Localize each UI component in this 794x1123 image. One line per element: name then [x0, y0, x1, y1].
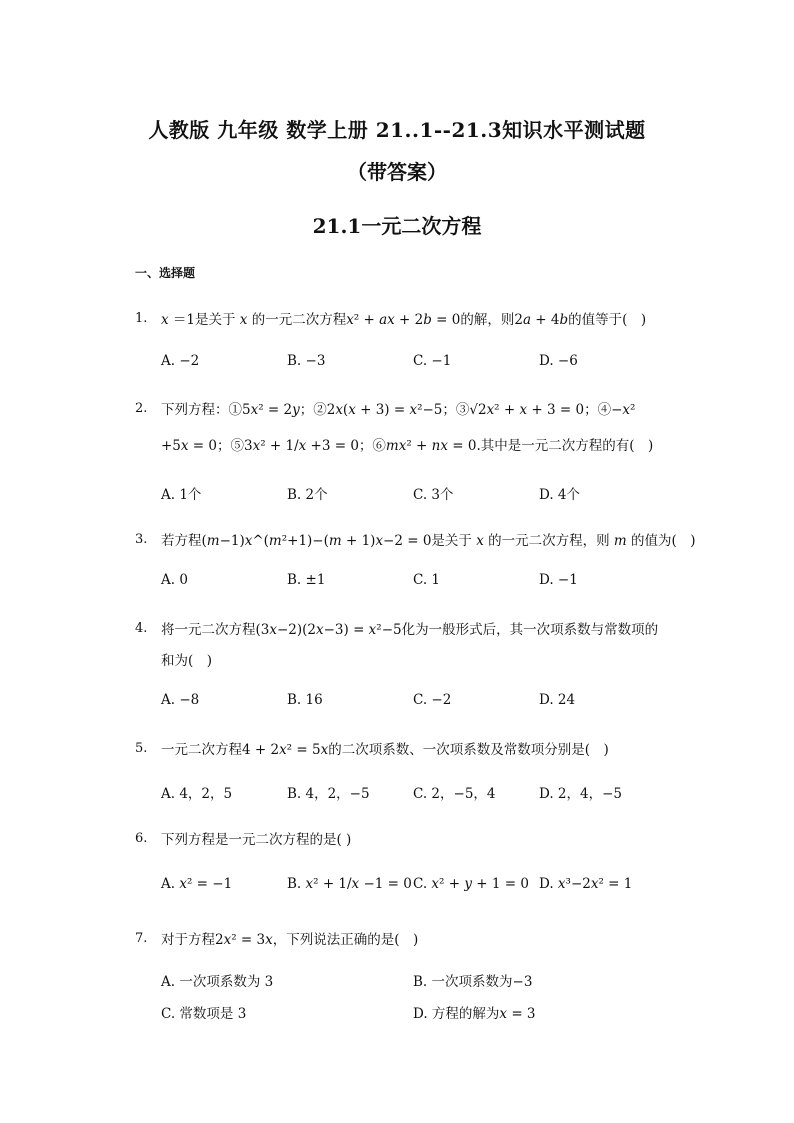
option-b: B. 𝑥² + 1/𝑥 −1 = 0	[287, 876, 412, 892]
option-d: D. 24	[539, 692, 576, 708]
question-text: 一元二次方程4 + 2𝑥² = 5𝑥的二次项系数、一次项系数及常数项分别是( )	[161, 742, 609, 758]
option-a: A. 4，2，5	[161, 786, 233, 802]
section-title: 21.1一元二次方程	[312, 214, 482, 238]
question-text: 若方程(𝑚−1)𝑥^(𝑚²+1)−(𝑚 + 1)𝑥−2 = 0是关于 𝑥 的一元二次方程，则 𝑚 的值为( )	[161, 533, 696, 549]
option-d: D. 𝑥³−2𝑥² = 1	[539, 876, 633, 892]
question-number: 5.	[135, 741, 148, 756]
question-text: 𝑥 ＝1是关于 𝑥 的一元二次方程𝑥² + 𝑎𝑥 + 2𝑏 = 0的解，则2𝑎 + 4𝑏的值等于( )	[161, 312, 647, 328]
question-number: 2.	[135, 401, 148, 416]
document-subtitle: （带答案）	[347, 160, 447, 184]
question-number: 1.	[135, 311, 148, 326]
question-text: 对于方程2𝑥² = 3𝑥，下列说法正确的是( )	[161, 932, 419, 948]
question-number: 3.	[135, 532, 148, 547]
question-number: 6.	[135, 831, 148, 846]
option-d: D. −6	[539, 353, 578, 369]
option-a: A. 1个	[161, 487, 202, 503]
option-a: A. −8	[161, 692, 200, 708]
option-c: C. 常数项是 3	[161, 1006, 247, 1022]
option-b: B. −3	[287, 353, 326, 369]
option-c: C. 2，−5，4	[413, 786, 496, 802]
option-c: C. 3个	[413, 487, 454, 503]
question-text-line-2: +5𝑥 = 0；⑤3𝑥² + 1/𝑥 +3 = 0；⑥𝑚𝑥² + 𝑛𝑥 = 0.其中是一元二次方程的有( )	[161, 438, 654, 454]
question-number: 4.	[135, 621, 148, 636]
option-b: B. 16	[287, 692, 323, 708]
option-c: C. 1	[413, 572, 441, 588]
option-b: B. 一次项系数为−3	[413, 974, 533, 990]
option-a: A. 一次项系数为 3	[161, 974, 274, 990]
option-a: A. 𝑥² = −1	[161, 876, 233, 892]
option-d: D. 方程的解为𝑥 = 3	[413, 1006, 536, 1022]
option-d: D. 2，4，−5	[539, 786, 623, 802]
option-c: C. −2	[413, 692, 452, 708]
option-b: B. ±1	[287, 572, 326, 588]
question-text-line-2: 和为( )	[161, 653, 213, 669]
question-text-line-1: 将一元二次方程(3𝑥−2)(2𝑥−3) = 𝑥²−5化为一般形式后，其一次项系数与常数项的	[161, 622, 659, 638]
option-d: D. 4个	[539, 487, 581, 503]
option-a: A. −2	[161, 353, 200, 369]
option-c: C. 𝑥² + 𝑦 + 1 = 0	[413, 876, 529, 892]
part-label: 一、选择题	[135, 266, 196, 280]
option-c: C. −1	[413, 353, 452, 369]
question-number: 7.	[135, 931, 148, 946]
option-b: B. 4，2，−5	[287, 786, 370, 802]
question-text: 下列方程是一元二次方程的是( )	[161, 832, 352, 848]
option-a: A. 0	[161, 572, 188, 588]
document-title: 人教版 九年级 数学上册 21..1--21.3知识水平测试题	[148, 118, 646, 142]
option-b: B. 2个	[287, 487, 328, 503]
option-d: D. −1	[539, 572, 578, 588]
question-text-line-1: 下列方程：①5𝑥² = 2𝑦；②2𝑥(𝑥 + 3) = 𝑥²−5；③√2𝑥² + 𝑥 + 3 = 0；④−𝑥²	[161, 402, 636, 418]
